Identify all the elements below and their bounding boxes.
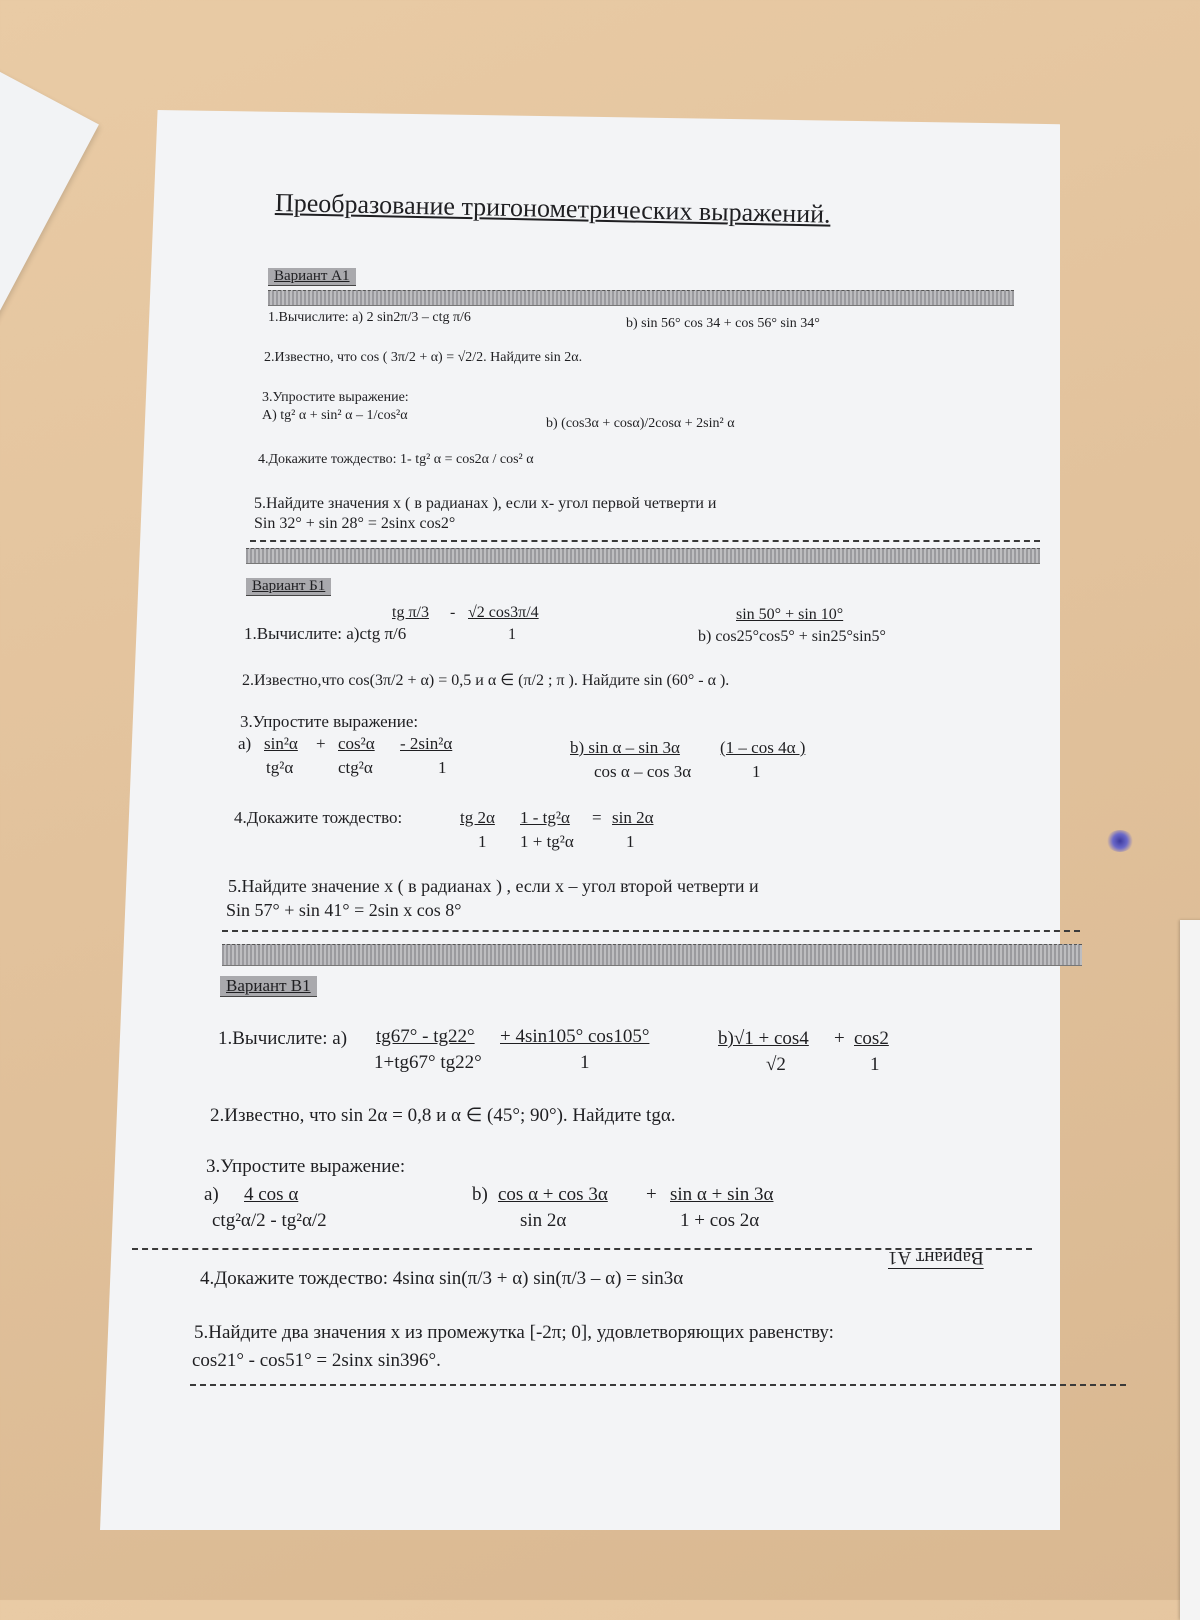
variant-b-task1b-den: b) cos25°cos5° + sin25°sin5° [698, 628, 886, 645]
variant-v-task1-num2: + 4sin105° cos105° [500, 1026, 650, 1047]
variant-v-task3a-num: 4 cos α [244, 1184, 299, 1205]
variant-v-task3b-label: b) [472, 1184, 488, 1205]
variant-a-task1: 1.Вычислите: a) 2 sin2π/3 – ctg π/6 [268, 310, 471, 325]
variant-b-task3b-num: b) sin α – sin 3α [570, 738, 680, 757]
variant-v-task3a-den: ctg²α/2 - tg²α/2 [212, 1210, 327, 1231]
variant-b-task3a-num1: sin²α [264, 734, 298, 753]
variant-b-task2: 2.Известно,что cos(3π/2 + α) = 0,5 и α ∈ (π/2 ; π ). Найдите sin (60° - α ). [242, 672, 730, 689]
variant-a-task5-line1: 5.Найдите значения x ( в радианах ), если x- угол первой четверти и [254, 495, 717, 512]
variant-v-task3b-num1: cos α + cos 3α [498, 1184, 608, 1205]
variant-b-task1b-num: sin 50° + sin 10° [736, 606, 844, 623]
variant-b-task3a-den2: ctg²α [338, 758, 373, 777]
variant-v-band [222, 944, 1082, 966]
ink-blot [1106, 830, 1134, 852]
variant-b-task4-den1: 1 [478, 832, 487, 851]
variant-b-separator [222, 930, 1080, 932]
variant-v-task1b-den1: √2 [766, 1054, 786, 1075]
variant-b-task1-num-a: tg π/3 [392, 604, 429, 621]
variant-b-task3a-den1: tg²α [266, 758, 294, 777]
variant-v-task3b-den2: 1 + cos 2α [680, 1210, 760, 1231]
variant-a-tag: Вариант А1 [268, 268, 356, 286]
variant-b-task3b-den2: 1 [752, 762, 761, 781]
variant-v-task1-den2: 1 [580, 1052, 590, 1073]
variant-v-task1-label: 1.Вычислите: a) [218, 1028, 348, 1049]
variant-a-task2: 2.Известно, что cos ( 3π/2 + α) = √2/2. Найдите sin 2α. [264, 350, 583, 365]
variant-v-task1b-num1: b)√1 + cos4 [718, 1028, 809, 1049]
variant-b-task3a-den3: 1 [438, 758, 447, 777]
variant-v-task1-num1: tg67° - tg22° [376, 1026, 475, 1047]
variant-b-task1-den: 1 [508, 626, 516, 643]
variant-b-task1-num-minus: - [450, 604, 456, 621]
variant-b-task1-label: 1.Вычислите: a)ctg π/6 [244, 624, 407, 643]
variant-v-task1b-plus: + [834, 1028, 845, 1049]
variant-b-task4-eq: = [592, 808, 602, 827]
variant-b-task4-num3: sin 2α [612, 808, 654, 827]
variant-a-task3a: A) tg² α + sin² α – 1/cos²α [262, 408, 408, 423]
variant-b-task4-num2: 1 - tg²α [520, 808, 570, 827]
variant-b-task4-den2: 1 + tg²α [520, 832, 574, 851]
variant-b-task1-num-b: √2 cos3π/4 [468, 604, 539, 621]
variant-v-task1b-den2: 1 [870, 1054, 880, 1075]
worksheet-title: Преобразование тригонометрических выражений. [274, 188, 831, 229]
variant-v-task1b-num2: cos2 [854, 1028, 889, 1049]
variant-b-band [246, 548, 1040, 564]
variant-v-task3b-den1: sin 2α [520, 1210, 567, 1231]
variant-v-task3b-plus: + [646, 1184, 657, 1205]
variant-b-task3b-den: cos α – cos 3α [594, 762, 692, 781]
variant-b-tag: Вариант Б1 [246, 578, 331, 596]
variant-v-bottom-separator [190, 1384, 1126, 1386]
variant-v-task4: 4.Докажите тождество: 4sinα sin(π/3 + α) sin(π/3 – α) = sin3α [200, 1268, 684, 1289]
variant-b-task3a-plus: + [316, 734, 326, 753]
variant-v-task5-line1: 5.Найдите два значения x из промежутка [-2π; 0], удовлетворяющих равенству: [194, 1322, 834, 1343]
variant-a-task4: 4.Докажите тождество: 1- tg² α = cos2α / cos² α [258, 452, 534, 467]
variant-a-task3: 3.Упростите выражение: [262, 390, 409, 405]
variant-b-task3b-num2: (1 – cos 4α ) [720, 738, 806, 757]
variant-v-task3: 3.Упростите выражение: [206, 1156, 406, 1177]
variant-v-task5-line2: cos21° - cos51° = 2sinx sin396°. [192, 1350, 441, 1371]
variant-b-task4-num1: tg 2α [460, 808, 495, 827]
variant-b-task5-line1: 5.Найдите значение x ( в радианах ) , если x – угол второй четверти и [228, 876, 759, 896]
variant-b-task3a-label: a) [238, 734, 252, 753]
variant-v-task1-den1: 1+tg67° tg22° [374, 1052, 482, 1073]
variant-b-task5-line2: Sin 57° + sin 41° = 2sin x cos 8° [226, 900, 462, 920]
variant-b-task3: 3.Упростите выражение: [240, 712, 419, 731]
variant-a-task3b: b) (cos3α + cosα)/2cosα + 2sin² α [546, 416, 735, 431]
variant-v-task3a-label: a) [204, 1184, 219, 1205]
variant-v-task2: 2.Известно, что sin 2α = 0,8 и α ∈ (45°; 90°). Найдите tgα. [210, 1105, 676, 1126]
variant-v-task3b-num2: sin α + sin 3α [670, 1184, 774, 1205]
rotated-variant-tag: Вариант А1 [888, 1247, 984, 1268]
variant-b-task4-label: 4.Докажите тождество: [234, 808, 403, 827]
variant-a-task5-line2: Sin 32° + sin 28° = 2sinx cos2° [254, 515, 456, 532]
variant-a-band [268, 290, 1014, 306]
variant-b-task3a-num2: cos²α [338, 734, 375, 753]
variant-v-tag: Вариант В1 [220, 976, 317, 997]
variant-b-task4-den3: 1 [626, 832, 635, 851]
variant-a-separator [250, 540, 1040, 542]
variant-a-task1b: b) sin 56° cos 34 + cos 56° sin 34° [626, 316, 820, 331]
variant-b-task3a-num3: - 2sin²α [400, 734, 453, 753]
